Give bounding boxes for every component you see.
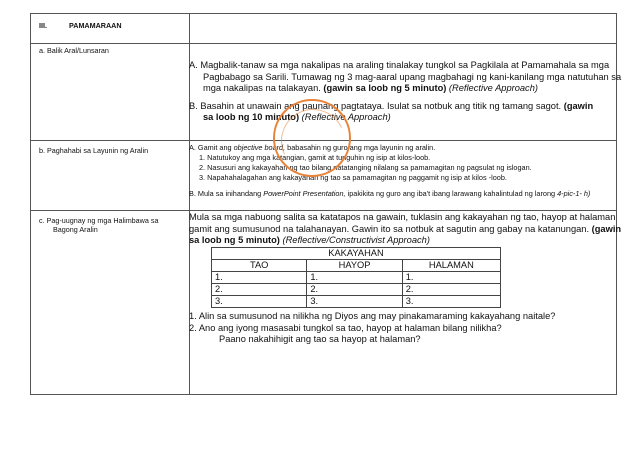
column-header-tao: TAO — [212, 260, 307, 272]
row-c-line1: Mula sa mga nabuong salita sa katatapos na gawain, tuklasin ang kakayahan ng tao, hayop at halaman — [189, 212, 616, 222]
table-cell: 3. — [402, 296, 500, 308]
row-c-line3: sa loob ng 5 minuto) (Reflective/Constructivist Approach) — [189, 235, 430, 246]
row-a-item-a-line3: mga nakalipas na talakayan. (gawin sa loob ng 5 minuto) (Reflective Approach) — [203, 83, 538, 94]
row-c-content — [189, 212, 630, 247]
row-a-item-b-line1: B. Basahin at unawain ang paunang pagtataya. Isulat sa notbuk ang titik ng tamang sagot. (gawin — [189, 100, 594, 111]
row-c-label: c. Pag-uugnay ng mga Halimbawa sa Bagong Aralin — [39, 216, 159, 234]
row-b-objective-3: 3. Napahahalagahan ang kakayahan ng tao sa pamamagitan ng paggamit ng isip at kilos -loob. — [199, 173, 507, 182]
table-cell: 1. — [402, 272, 500, 284]
column-header-halaman: HALAMAN — [402, 260, 500, 272]
row-b-label: b. Paghahabi sa Layunin ng Aralin — [39, 146, 149, 155]
row-a-item-b-line2: sa loob ng 10 minuto) (Reflective Approach) — [203, 112, 391, 123]
table-cell: 3. — [212, 296, 307, 308]
row-b-objective-2: 2. Nasusuri ang kakayahan ng tao bilang natatanging nilalang sa pamamagitan ng pagsulat ng islogan. — [199, 163, 532, 172]
section-number: III. — [39, 21, 47, 30]
row-a-item-a-line1: A. Magbalik-tanaw sa mga nakalipas na araling tinalakay tungkol sa Pagkilala at Pamamahala sa mga — [189, 60, 610, 70]
column-header-hayop: HAYOP — [307, 260, 402, 272]
question-1: 1. Alin sa sumusunod na nilikha ng Diyos ang may pinakamaraming kakayahang naitale? — [189, 311, 556, 321]
row-a-content — [189, 60, 630, 124]
row-c-line2: gamit ang sumusunod na talahanayan. Gawin ito sa notbuk at sagutin ang gabay na katanungan. (gawin — [189, 223, 622, 234]
row-b-item-b: B. Mula sa inihandang PowerPoint Presentation, ipakikita ng guro ang iba't ibang larawang kahalintulad ng larong 4-pic-1- h) — [189, 189, 591, 198]
table-cell: 1. — [212, 272, 307, 284]
table-cell: 1. — [307, 272, 402, 284]
table-cell: 2. — [307, 284, 402, 296]
table-cell: 2. — [212, 284, 307, 296]
kakayahan-header: KAKAYAHAN — [212, 248, 501, 260]
question-2: 2. Ano ang iyong masasabi tungkol sa tao, hayop at halaman bilang nilikha? — [189, 322, 502, 333]
row-divider — [31, 210, 616, 211]
row-a-label: a. Balik Aral/Lunsaran — [39, 46, 109, 55]
row-b-content — [189, 143, 630, 199]
table-cell: 3. — [307, 296, 402, 308]
question-3: Paano nakahihigit ang tao sa hayop at halaman? — [219, 334, 421, 345]
section-title: PAMAMARAAN — [69, 21, 122, 30]
kakayahan-table — [211, 247, 501, 308]
row-a-item-a-line2: Pagbabago sa Sarili. Tumawag ng 3 mag-aaral upang magbahagi ng kani-kanilang mga natutuhan sa — [203, 71, 622, 82]
section-header — [39, 21, 122, 30]
row-c-questions — [189, 311, 630, 346]
table-cell: 2. — [402, 284, 500, 296]
row-b-item-a: A. Gamit ang objective board, babasahin ng guro ang mga layunin ng aralin. — [189, 143, 436, 152]
row-b-objective-1: 1. Natutukoy ang mga katangian, gamit at tunguhin ng isip at kilos-loob. — [199, 153, 431, 162]
row-divider — [31, 43, 616, 44]
